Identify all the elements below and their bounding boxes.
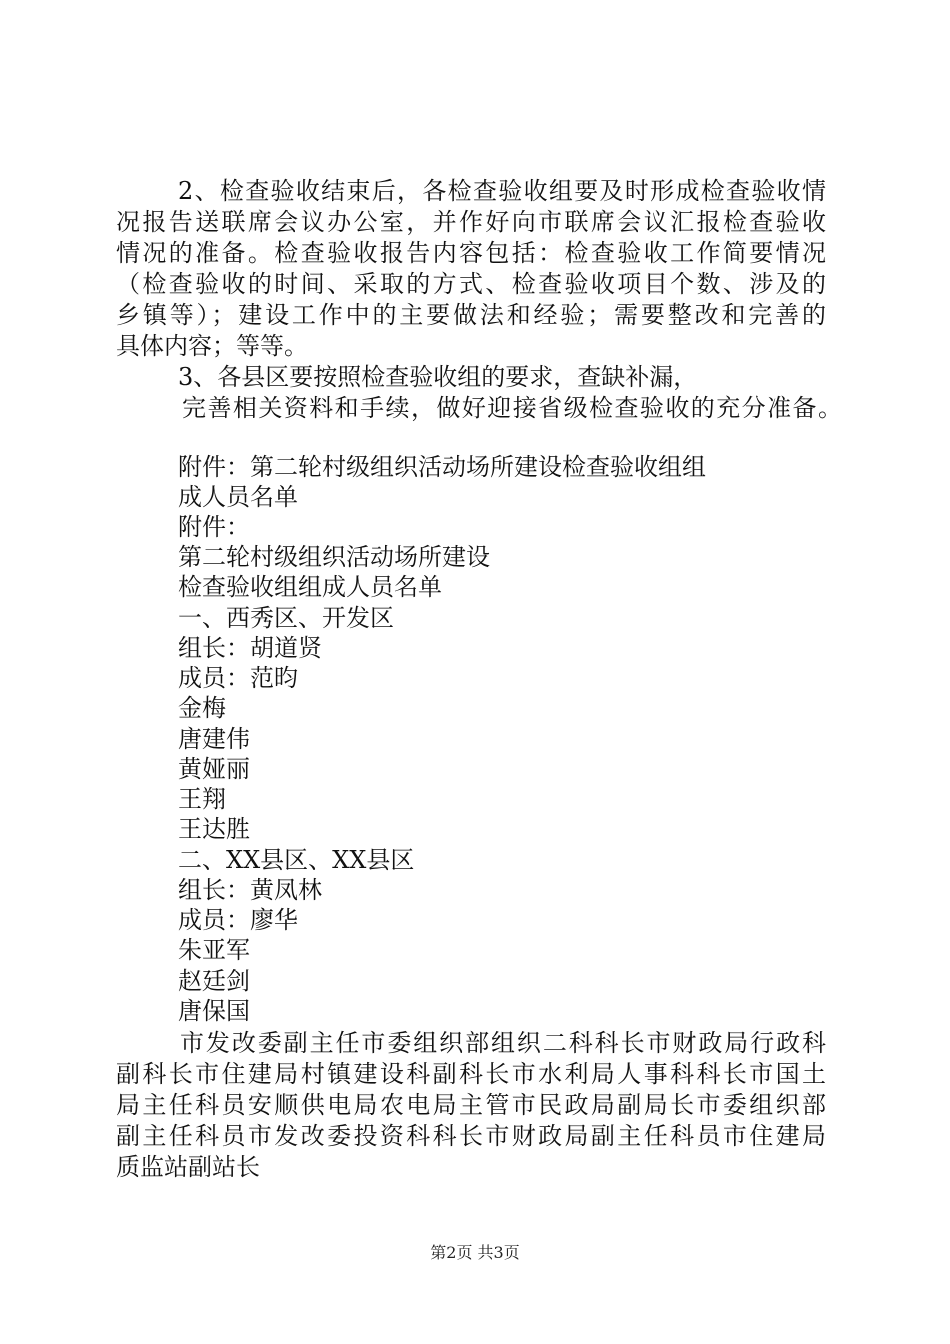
titles-paragraph-line-2: 副科长市住建局村镇建设科副科长市水利局人事科科长市国土 (116, 1060, 826, 1088)
attachment-heading-line-1: 第二轮村级组织活动场所建设 (178, 543, 490, 571)
group-1-member: 王达胜 (178, 815, 250, 843)
paragraph-2-line-2: 完善相关资料和手续，做好迎接省级检查验收的充分准备。 (182, 394, 842, 422)
group-2-member: 朱亚军 (178, 936, 250, 964)
attachment-label: 附件： (178, 513, 250, 541)
paragraph-2-line-1: 3、各县区要按照检查验收组的要求，查缺补漏， (178, 363, 698, 391)
group-2-leader: 组长：黄凤林 (178, 876, 322, 904)
group-2-member: 唐保国 (178, 997, 250, 1025)
attachment-title-line-1: 附件：第二轮村级组织活动场所建设检查验收组组 (178, 453, 706, 481)
paragraph-1-line-4: （检查验收的时间、采取的方式、检查验收项目个数、涉及的 (116, 270, 826, 298)
group-1-member: 金梅 (178, 694, 226, 722)
titles-paragraph-line-5: 质监站副站长 (116, 1153, 260, 1181)
group-1-members-label: 成员：范昀 (178, 664, 298, 692)
group-1-member: 王翔 (178, 785, 226, 813)
group-1-member: 黄娅丽 (178, 755, 250, 783)
group-2-members-label: 成员：廖华 (178, 906, 298, 934)
paragraph-1-line-5: 乡镇等）；建设工作中的主要做法和经验；需要整改和完善的 (116, 301, 826, 329)
paragraph-1-line-6: 具体内容；等等。 (116, 332, 308, 360)
paragraph-1-line-3: 情况的准备。检查验收报告内容包括：检查验收工作简要情况 (116, 239, 826, 267)
group-1-member: 唐建伟 (178, 725, 250, 753)
group-1-leader: 组长：胡道贤 (178, 634, 322, 662)
titles-paragraph-line-1: 市发改委副主任市委组织部组织二科科长市财政局行政科 (180, 1029, 826, 1057)
group-2-heading: 二、XX县区、XX县区 (178, 846, 415, 874)
group-2-member: 赵廷剑 (178, 967, 250, 995)
titles-paragraph-line-4: 副主任科员市发改委投资科科长市财政局副主任科员市住建局 (116, 1122, 826, 1150)
attachment-heading-line-2: 检查验收组组成人员名单 (178, 573, 442, 601)
group-1-heading: 一、西秀区、开发区 (178, 604, 394, 632)
paragraph-1-line-2: 况报告送联席会议办公室，并作好向市联席会议汇报检查验收 (116, 208, 826, 236)
paragraph-1-line-1: 2、检查验收结束后，各检查验收组要及时形成检查验收情 (178, 177, 826, 205)
titles-paragraph-line-3: 局主任科员安顺供电局农电局主管市民政局副局长市委组织部 (116, 1091, 826, 1119)
attachment-title-line-2: 成人员名单 (178, 483, 298, 511)
page-number-footer: 第2页 共3页 (430, 1243, 520, 1262)
